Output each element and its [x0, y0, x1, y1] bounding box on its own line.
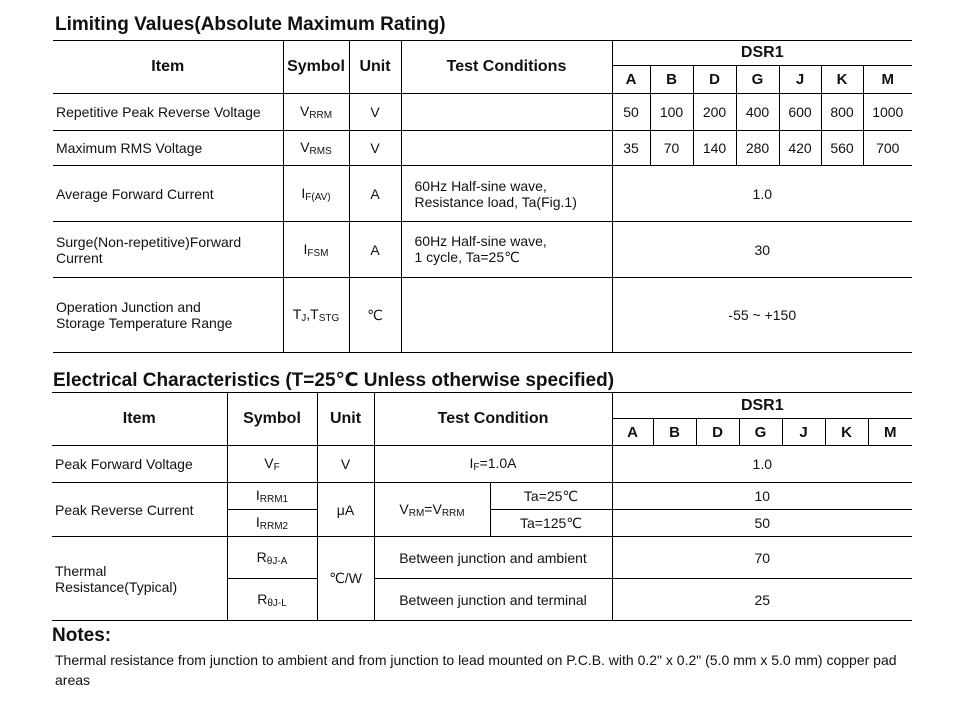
value-all: 70	[612, 537, 912, 579]
item-label: Operation Junction and Storage Temperature Range	[53, 278, 283, 353]
conditions	[401, 278, 612, 353]
grade-a: A	[612, 66, 650, 94]
conditions: $V_{RM}=V_{RRM}$	[374, 483, 490, 537]
value-d: 200	[693, 94, 736, 131]
symbol: $V_F$	[227, 446, 317, 483]
conditions: 60Hz Half-sine wave, Resistance load, Ta(Fig.1)	[401, 166, 612, 222]
unit: V	[349, 131, 401, 166]
unit: A	[349, 166, 401, 222]
symbol: $I_{RRM1}$	[227, 483, 317, 510]
value-m: 700	[863, 131, 912, 166]
grade-d: D	[696, 419, 739, 446]
table-row	[53, 94, 912, 131]
item-label: Peak Reverse Current	[52, 483, 227, 537]
unit: ℃/W	[317, 537, 374, 621]
item-label: Repetitive Peak Reverse Voltage	[53, 94, 283, 131]
table-row	[53, 278, 912, 353]
header-unit: Unit	[349, 41, 401, 94]
header-unit: Unit	[317, 393, 374, 446]
grade-k: K	[821, 66, 863, 94]
temperature-condition: Ta=125℃	[490, 510, 612, 537]
header-series: DSR1	[612, 41, 912, 66]
table-row	[52, 537, 912, 579]
conditions: Between junction and terminal	[374, 579, 612, 621]
header-symbol: Symbol	[227, 393, 317, 446]
symbol: $I_{FSM}$	[283, 222, 349, 278]
electrical-characteristics-title: Electrical Characteristics (T=25℃ Unless otherwise specified)	[53, 370, 615, 391]
grade-g: G	[736, 66, 779, 94]
conditions: 60Hz Half-sine wave, 1 cycle, Ta=25℃	[401, 222, 612, 278]
notes-title: Notes:	[52, 625, 112, 646]
value-b: 70	[650, 131, 693, 166]
value-all: -55 ~ +150	[612, 278, 912, 353]
item-label: Average Forward Current	[53, 166, 283, 222]
grade-b: B	[650, 66, 693, 94]
conditions	[401, 94, 612, 131]
value-all: 50	[612, 510, 912, 537]
value-j: 420	[779, 131, 821, 166]
grade-k: K	[825, 419, 868, 446]
table-row	[53, 222, 912, 278]
value-d: 140	[693, 131, 736, 166]
value-all: 1.0	[612, 446, 912, 483]
item-label: Maximum RMS Voltage	[53, 131, 283, 166]
conditions	[401, 131, 612, 166]
symbol: $I_{F(AV)}$	[283, 166, 349, 222]
grade-m: M	[863, 66, 912, 94]
header-conditions: Test Conditions	[401, 41, 612, 94]
conditions: Between junction and ambient	[374, 537, 612, 579]
table-row	[53, 131, 912, 166]
grade-d: D	[693, 66, 736, 94]
value-k: 560	[821, 131, 863, 166]
value-all: 1.0	[612, 166, 912, 222]
symbol: $I_{RRM2}$	[227, 510, 317, 537]
symbol: $T_J,T_{STG}$	[283, 278, 349, 353]
limiting-values-table	[53, 40, 912, 353]
unit: μA	[317, 483, 374, 537]
header-symbol: Symbol	[283, 41, 349, 94]
value-g: 280	[736, 131, 779, 166]
symbol: $V_{RMS}$	[283, 131, 349, 166]
grade-b: B	[653, 419, 696, 446]
value-a: 50	[612, 94, 650, 131]
unit: ℃	[349, 278, 401, 353]
grade-j: J	[782, 419, 825, 446]
table-row	[52, 446, 912, 483]
symbol: $V_{RRM}$	[283, 94, 349, 131]
header-conditions: Test Condition	[374, 393, 612, 446]
unit: V	[317, 446, 374, 483]
conditions: $I_F=1.0A$	[374, 446, 612, 483]
value-b: 100	[650, 94, 693, 131]
grade-a: A	[612, 419, 653, 446]
value-j: 600	[779, 94, 821, 131]
header-item: Item	[52, 393, 227, 446]
value-all: 30	[612, 222, 912, 278]
value-a: 35	[612, 131, 650, 166]
item-label: Thermal Resistance(Typical)	[52, 537, 227, 621]
unit: V	[349, 94, 401, 131]
value-all: 10	[612, 483, 912, 510]
symbol: $R_{\theta J-L}$	[227, 579, 317, 621]
header-series: DSR1	[612, 393, 912, 419]
value-k: 800	[821, 94, 863, 131]
grade-m: M	[868, 419, 912, 446]
temperature-condition: Ta=25℃	[490, 483, 612, 510]
electrical-characteristics-table	[52, 392, 912, 621]
value-m: 1000	[863, 94, 912, 131]
value-all: 25	[612, 579, 912, 621]
header-item: Item	[53, 41, 283, 94]
notes-text: Thermal resistance from junction to ambient and from junction to lead mounted on P.C.B. with 0.2" x 0.2" (5.0 mm x 5.0 mm) copper pad areas	[55, 652, 897, 688]
grade-j: J	[779, 66, 821, 94]
table-row	[53, 166, 912, 222]
symbol: $R_{\theta J-A}$	[227, 537, 317, 579]
item-label: Surge(Non-repetitive)Forward Current	[53, 222, 283, 278]
limiting-values-title: Limiting Values(Absolute Maximum Rating)	[55, 14, 446, 35]
unit: A	[349, 222, 401, 278]
table-row	[52, 483, 912, 510]
grade-g: G	[739, 419, 782, 446]
item-label: Peak Forward Voltage	[52, 446, 227, 483]
value-g: 400	[736, 94, 779, 131]
